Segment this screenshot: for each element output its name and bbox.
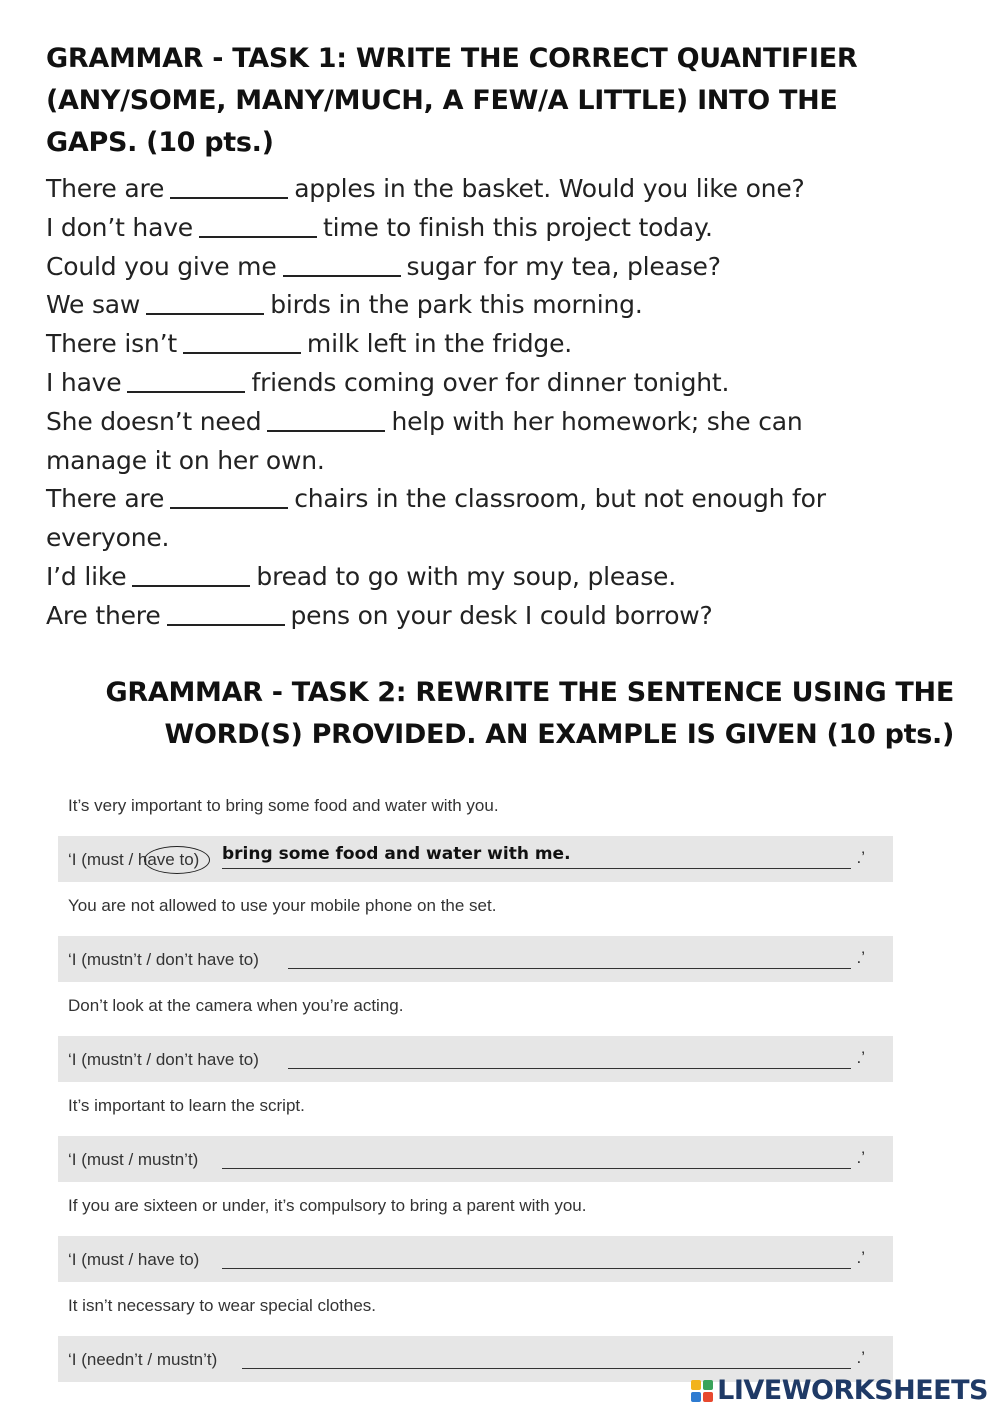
sentence-text: time to finish this project today. [322,212,713,242]
sentence-text: sugar for my tea, please? [406,251,721,281]
sentence-7-continued: manage it on her own. [46,445,325,475]
answer-lead: ‘I (mustn’t / don’t have to) [68,950,259,969]
answer-lead: ‘I (must / have to) [68,1250,200,1269]
answer-blank-5[interactable] [222,1268,851,1269]
sentence-text: Could you give me [46,251,277,281]
sentence-text: chairs in the classroom, but not enough for [294,484,826,514]
sentence-text: milk left in the fridge. [306,329,573,359]
sentence-text: There isn’t [46,329,177,359]
answer-lead: ‘I (must / have to) [68,850,200,869]
task2-exercise [58,786,893,1386]
answer-row-5 [58,1236,893,1282]
answer-row-2 [58,936,893,982]
answer-blank-3[interactable] [288,1068,851,1069]
sentence-1 [46,170,946,209]
sentence-5 [46,325,946,364]
gap-blank-5[interactable] [183,328,301,354]
gap-blank-3[interactable] [283,251,401,277]
prompt-sentence-1: It’s very important to bring some food and water with you. [68,796,499,815]
answer-end: .’ [856,1148,865,1167]
sentence-text: There are [46,174,165,203]
answer-blank-2[interactable] [288,968,851,969]
sentence-text: friends coming over for dinner tonight. [251,367,730,397]
task1-heading-line: GRAMMAR - TASK 1: WRITE THE CORRECT QUANTIFIER [46,43,858,74]
answer-lead: ‘I (needn’t / mustn’t) [68,1350,218,1369]
answer-row-4 [58,1136,893,1182]
example-circle-mark [144,846,210,874]
gap-blank-4[interactable] [146,289,264,315]
answer-end: .’ [856,1048,865,1067]
task1-heading-line: (ANY/SOME, MANY/MUCH, A FEW/A LITTLE) INTO THE [46,85,838,116]
sentence-text: She doesn’t need [46,406,262,436]
sentence-10 [46,597,946,636]
gap-blank-6[interactable] [127,367,245,393]
gap-blank-9[interactable] [132,561,250,587]
sentence-text: help with her homework; she can [391,406,803,436]
sentence-text: bread to go with my soup, please. [256,561,676,591]
sentence-9 [46,558,946,597]
answer-lead: ‘I (mustn’t / don’t have to) [68,1050,259,1069]
task2-heading-line: GRAMMAR - TASK 2: REWRITE THE SENTENCE USING THE [105,677,954,708]
prompt-sentence-3: Don’t look at the camera when you’re acting. [68,996,404,1015]
sentence-8-continued: everyone. [46,523,170,553]
sentence-7 [46,403,946,442]
prompt-sentence-2: You are not allowed to use your mobile phone on the set. [68,896,497,915]
answer-row-3 [58,1036,893,1082]
answer-blank-6[interactable] [242,1368,851,1369]
answer-end: .’ [856,848,865,867]
sentence-text: pens on your desk I could borrow? [290,600,713,630]
task1-sentence-list [46,170,946,636]
sentence-text: There are [46,484,165,514]
answer-end: .’ [856,948,865,967]
answer-end: .’ [856,1348,865,1367]
answer-lead: ‘I (must / mustn’t) [68,1150,199,1169]
sentence-text: I have [46,367,122,397]
answer-end: .’ [856,1248,865,1267]
sentence-text: I’d like [46,561,127,591]
gap-blank-1[interactable] [170,173,288,199]
example-answer: bring some food and water with me. [222,844,571,864]
gap-blank-8[interactable] [170,483,288,509]
answer-blank-4[interactable] [222,1168,851,1169]
answer-row-1 [58,836,893,882]
prompt-sentence-6: It isn’t necessary to wear special clothes. [68,1296,377,1315]
logo-squares-icon [691,1380,713,1402]
gap-blank-7[interactable] [267,406,385,432]
task2-heading-line: WORD(S) PROVIDED. AN EXAMPLE IS GIVEN (10 pts.) [164,719,954,750]
sentence-text: apples in the basket. Would you like one? [294,174,805,203]
task1-heading-line: GAPS. (10 pts.) [46,127,274,158]
answer-blank-1[interactable] [222,868,851,869]
gap-blank-10[interactable] [167,600,285,626]
sentence-8 [46,480,946,519]
task2-heading [60,672,954,756]
sentence-text: We saw [46,290,141,320]
prompt-sentence-4: It’s important to learn the script. [68,1096,305,1115]
task1-heading [46,38,926,164]
sentence-4 [46,286,946,325]
gap-blank-2[interactable] [199,212,317,238]
prompt-sentence-5: If you are sixteen or under, it’s compulsory to bring a parent with you. [68,1196,587,1215]
logo-text: LIVEWORKSHEETS [717,1375,988,1406]
liveworksheets-logo [691,1375,988,1406]
sentence-text: Are there [46,600,161,630]
sentence-text: birds in the park this morning. [270,290,643,320]
sentence-3 [46,248,946,287]
sentence-6 [46,364,946,403]
sentence-text: I don’t have [46,212,193,242]
sentence-2 [46,209,946,248]
